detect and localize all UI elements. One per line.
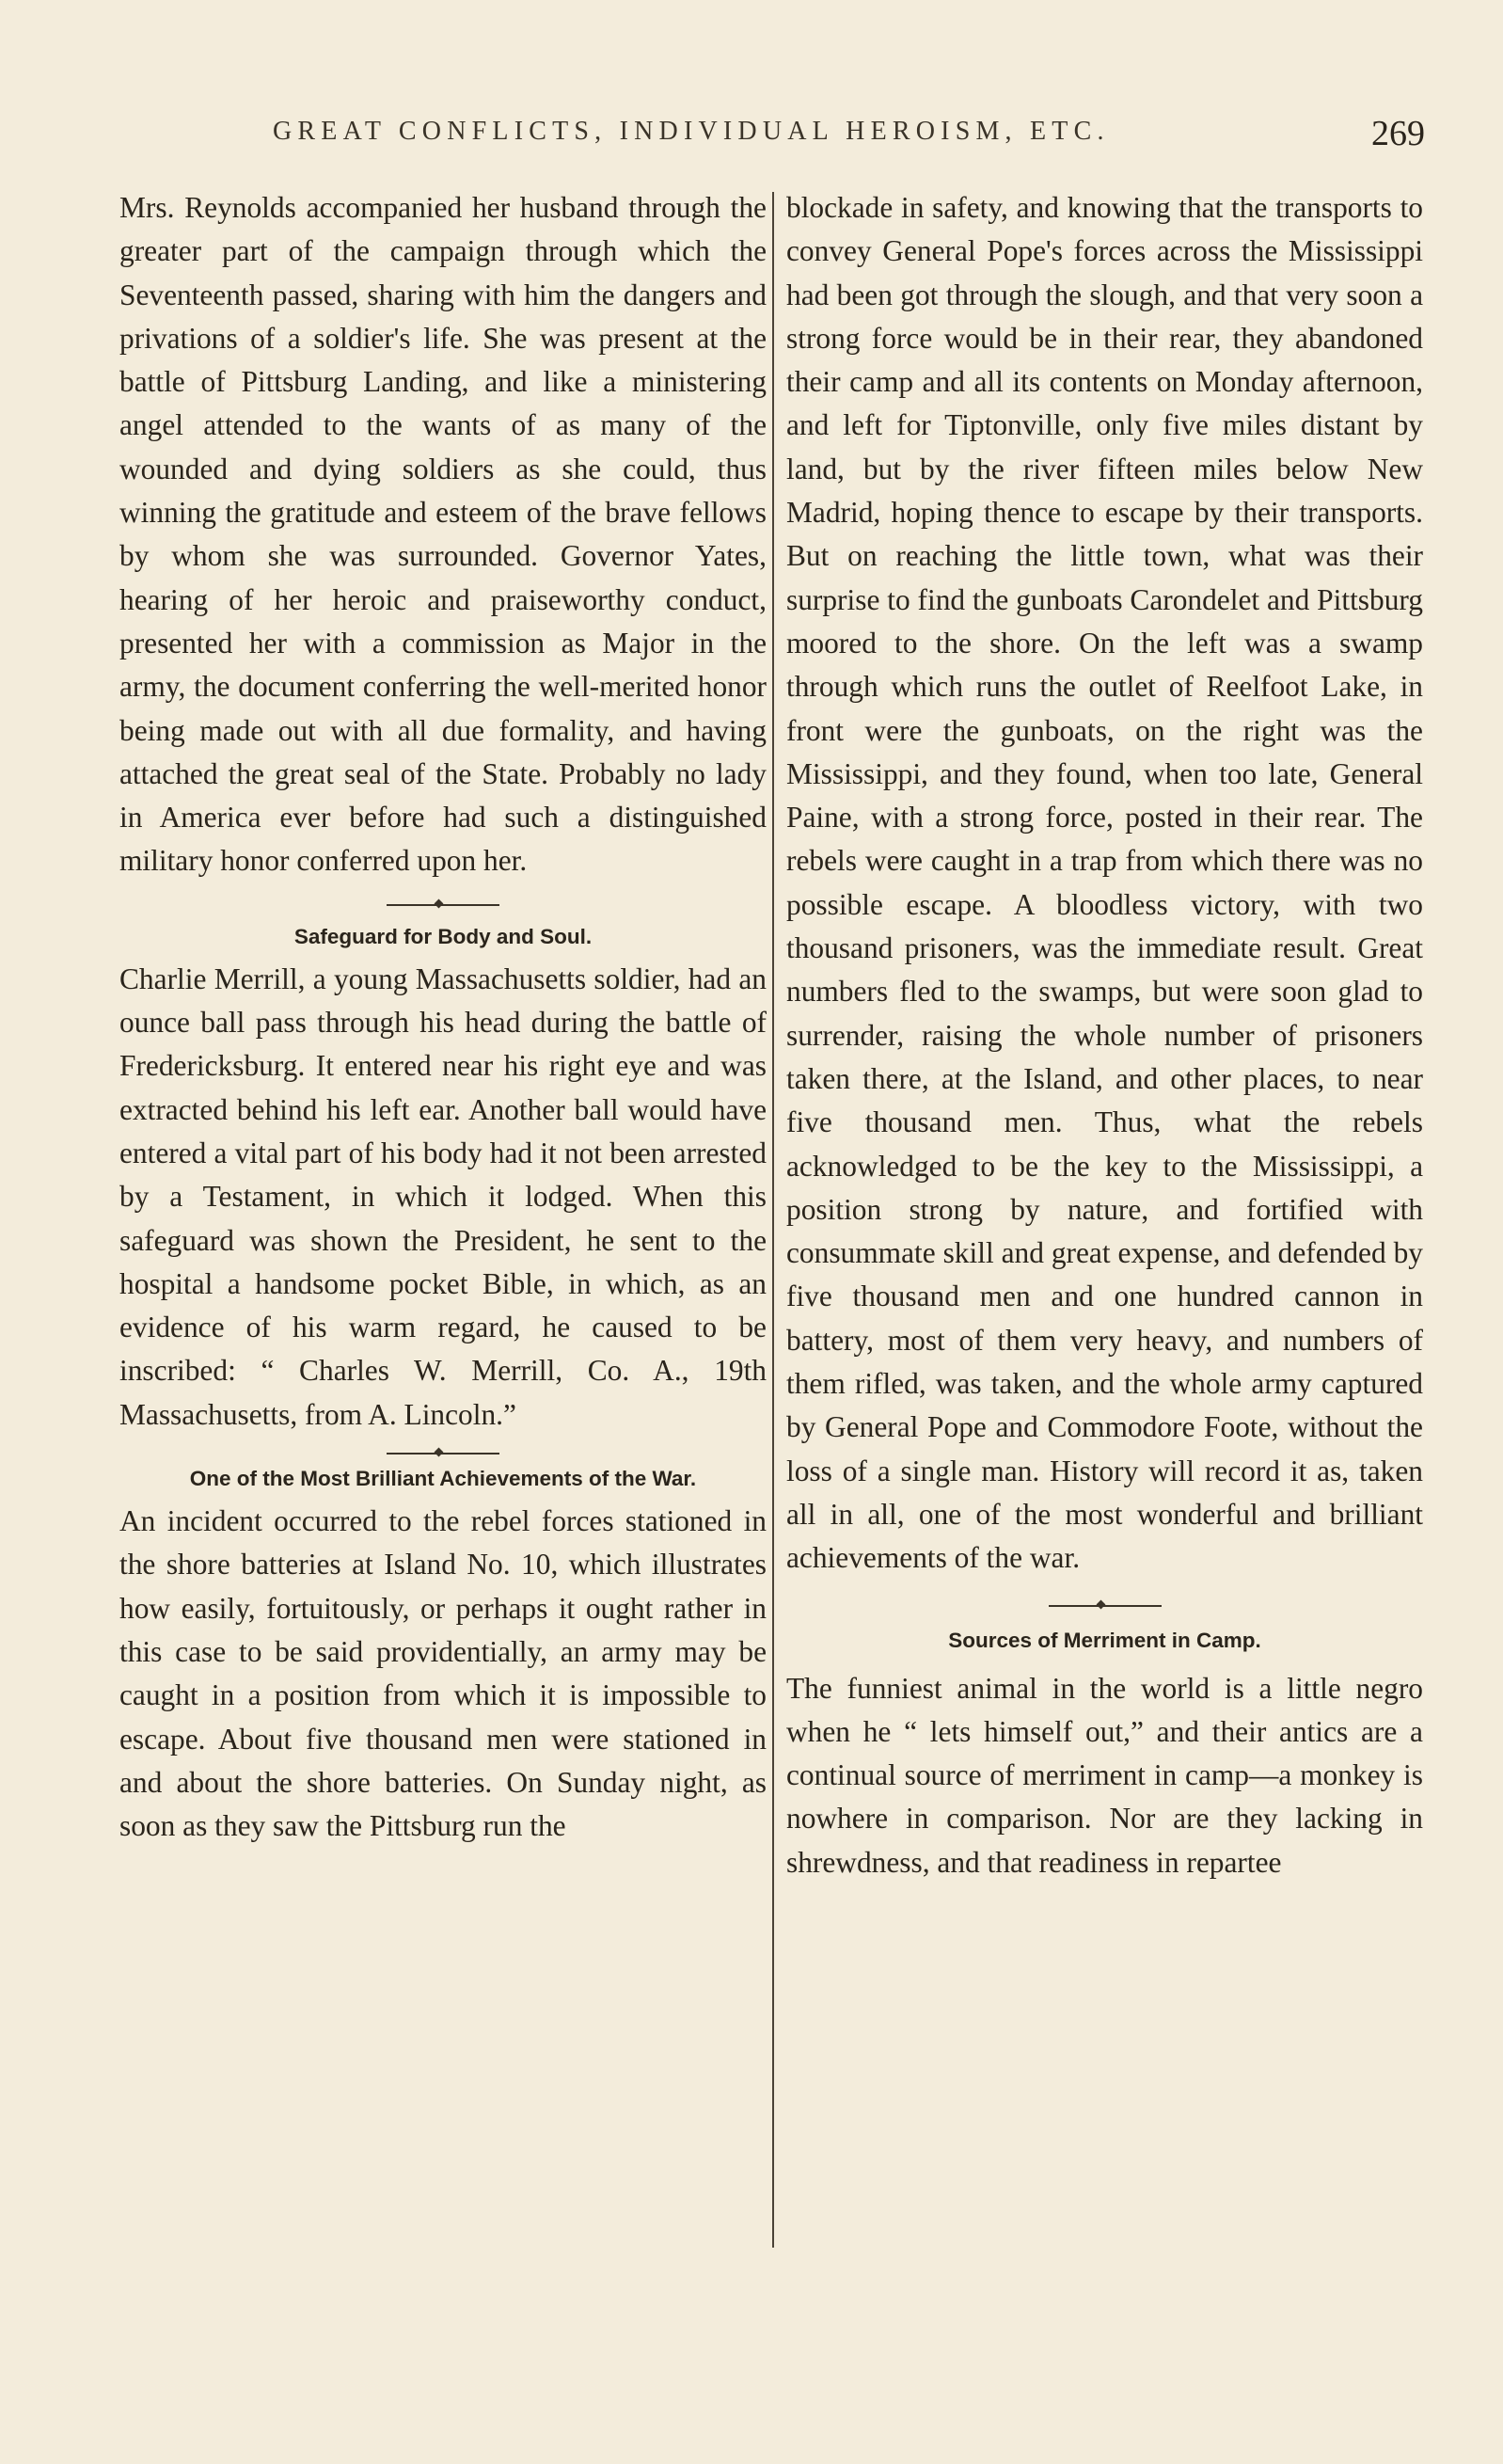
paragraph-island-no-10: An incident occurred to the rebel forces stationed in the shore batteries at Island No. 10, which illustrates how easily, fortuitously, or perhaps it ought rather in this case to be said providentially, an army may be caught in a position from which it is impossible to escape. About five thousand men were stationed in and about the shore batteries. On Sunday night, as soon as they saw the Pittsburg run the [119, 1504, 767, 1843]
paragraph-merrill: Charlie Merrill, a young Massachusetts soldier, had an ounce ball pass through his head during the battle of Fredericksburg. It entered near his right eye and was extracted behind his left ear. Another ball would have entered a vital part of his body had it not been arrested by a Testament, in which it lodged. When this safeguard was shown the President, he sent to the hospital a handsome pocket Bible, in which, as an evidence of his warm regard, he caused to be inscribed: “ Charles W. Merrill, Co. A., 19th Massachusetts, from A. Lincoln.” [119, 962, 767, 1431]
section-divider [119, 883, 767, 904]
page-number: 269 [1371, 114, 1425, 153]
divider-ornament [387, 1453, 499, 1455]
section-divider [119, 1437, 767, 1453]
right-column [786, 186, 1423, 1884]
running-head: GREAT CONFLICTS, INDIVIDUAL HEROISM, ETC. [273, 117, 1110, 146]
paragraph-merriment: The funniest animal in the world is a little negro when he “ lets himself out,” and their antics are a continual source of merriment in camp—a monkey is nowhere in comparison. Nor are they lacking in shrewdness, and that readiness in repartee [786, 1671, 1423, 1879]
divider-ornament [1049, 1605, 1162, 1607]
heading-achievements: One of the Most Brilliant Achievements of the War. [189, 1467, 697, 1491]
paragraph-tiptonville: blockade in safety, and knowing that the transports to convey General Pope's forces across the Mississippi had been got through the slough, and that very soon a strong force would be in their rear, they abandoned their camp and all its contents on Monday afternoon, and left for Tiptonville, only five miles distant by land, but by the river fifteen miles below New Madrid, hoping thence to escape by their transports. But on reaching the little town, what was their surprise to find the gunboats Carondelet and Pittsburg moored to the shore. On the left was a swamp through which runs the outlet of Reelfoot Lake, in front were the gunboats, on the right was the Mississippi, and they found, when too late, General Paine, with a strong force, posted in their rear. The rebels were caught in a trap from which there was no possible escape. A bloodless victory, with two thousand prisoners, was the immediate result. Great numbers fled to the swamps, but were soon glad to surrender, raising the whole number of prisoners taken there, at the Island, and other places, to near five thousand men. Thus, what the rebels acknowledged to be the key to the Mississippi, a position strong by nature, and fortified with consummate skill and great expense, and defended by five thousand men and one hundred cannon in battery, most of them very heavy, and numbers of them rifled, was taken, and the whole army captured by General Pope and Commodore Foote, without the loss of a single man. History will record it as, taken all in all, one of the most wonderful and brilliant achievements of the war. [786, 191, 1423, 1575]
column-rule [772, 192, 774, 2248]
section-divider [786, 1581, 1423, 1605]
heading-merriment: Sources of Merriment in Camp. [948, 1628, 1261, 1652]
heading-safeguard: Safeguard for Body and Soul. [293, 924, 593, 948]
paragraph-reynolds: Mrs. Reynolds accompanied her husband through the greater part of the campaign through which the Seventeenth passed, sharing with him the dangers and privations of a soldier's life. She was present at the battle of Pittsburg Landing, and like a ministering angel attended to the wants of as many of the wounded and dying soldiers as she could, thus winning the gratitude and esteem of the brave fellows by whom she was surrounded. Governor Yates, hearing of her heroic and praiseworthy conduct, presented her with a commission as Major in the army, the document conferring the well-merited honor being made out with all due formality, and having attached the great seal of the State. Probably no lady in America ever before had such a distinguished military honor conferred upon her. [119, 191, 767, 878]
divider-ornament [387, 904, 499, 906]
left-column [119, 186, 767, 1848]
page-header [254, 113, 1425, 160]
